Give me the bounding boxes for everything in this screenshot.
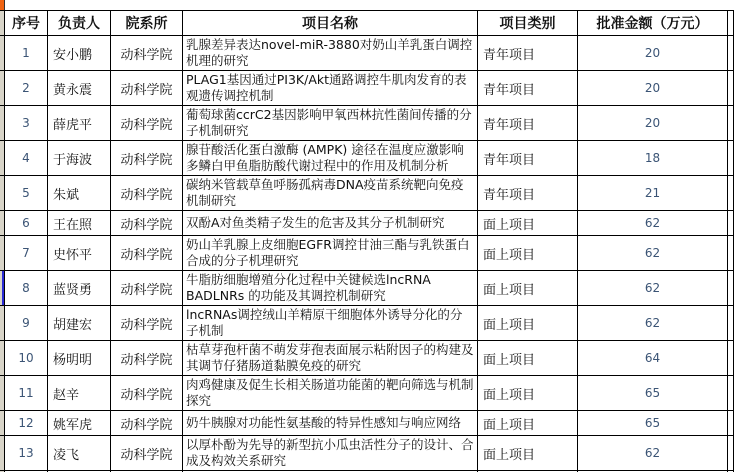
col-header-amount[interactable]: 批准金额（万元） (578, 11, 728, 36)
table-row (5, 436, 734, 471)
right-sliver-cell (728, 236, 734, 271)
cell-category[interactable]: 面上项目 (478, 236, 578, 271)
right-sliver-cell (728, 71, 734, 106)
cell-index[interactable]: 6 (5, 211, 48, 236)
cell-owner[interactable]: 赵辛 (48, 376, 111, 411)
cell-owner[interactable]: 杨明明 (48, 341, 111, 376)
table-row (5, 236, 734, 271)
cell-index[interactable]: 13 (5, 436, 48, 471)
cell-index[interactable]: 1 (5, 36, 48, 71)
cell-owner[interactable]: 黄永震 (48, 71, 111, 106)
cell-category[interactable]: 青年项目 (478, 36, 578, 71)
cell-amount[interactable]: 20 (578, 106, 728, 141)
col-header-title[interactable]: 项目名称 (183, 11, 478, 36)
cell-category[interactable]: 面上项目 (478, 376, 578, 411)
cell-amount[interactable]: 18 (578, 141, 728, 176)
cell-dept[interactable]: 动科学院 (111, 306, 183, 341)
cell-category[interactable]: 面上项目 (478, 211, 578, 236)
cell-owner[interactable]: 胡建宏 (48, 306, 111, 341)
table-row (5, 176, 734, 211)
cell-category[interactable]: 面上项目 (478, 306, 578, 341)
table-row (5, 411, 734, 436)
cell-title[interactable]: 枯草芽孢杆菌不萌发芽孢表面展示粘附因子的构建及其调节仔猪肠道黏膜免疫的研究 (183, 341, 478, 376)
cell-title[interactable]: 葡萄球菌ccrC2基因影响甲氧西林抗性菌间传播的分子机制研究 (183, 106, 478, 141)
cell-amount[interactable]: 62 (578, 306, 728, 341)
right-sliver-cell (728, 436, 734, 471)
right-sliver-cell (728, 36, 734, 71)
cell-category[interactable]: 青年项目 (478, 106, 578, 141)
cell-index[interactable]: 12 (5, 411, 48, 436)
cell-amount[interactable]: 65 (578, 411, 728, 436)
cell-dept[interactable]: 动科学院 (111, 141, 183, 176)
cell-dept[interactable]: 动科学院 (111, 106, 183, 141)
cell-owner[interactable]: 史怀平 (48, 236, 111, 271)
cell-owner[interactable]: 凌飞 (48, 436, 111, 471)
cell-amount[interactable]: 64 (578, 341, 728, 376)
table-row (5, 141, 734, 176)
col-header-index[interactable]: 序号 (5, 11, 48, 36)
table-row (5, 71, 734, 106)
col-header-owner[interactable]: 负责人 (48, 11, 111, 36)
cell-title[interactable]: 肉鸡健康及促生长相关肠道功能菌的靶向筛选与机制探究 (183, 376, 478, 411)
cell-index[interactable]: 3 (5, 106, 48, 141)
cell-owner[interactable]: 王在照 (48, 211, 111, 236)
cell-index[interactable]: 11 (5, 376, 48, 411)
cell-owner[interactable]: 朱斌 (48, 176, 111, 211)
cell-index[interactable]: 9 (5, 306, 48, 341)
cell-dept[interactable]: 动科学院 (111, 436, 183, 471)
cell-category[interactable]: 青年项目 (478, 71, 578, 106)
gridline-fragment (4, 0, 5, 10)
table-row (5, 341, 734, 376)
cell-owner[interactable]: 薛虎平 (48, 106, 111, 141)
cell-title[interactable]: 乳腺差异表达novel-miR-3880对奶山羊乳蛋白调控机理的研究 (183, 36, 478, 71)
right-sliver-cell (728, 11, 734, 36)
cell-category[interactable]: 青年项目 (478, 176, 578, 211)
cell-dept[interactable]: 动科学院 (111, 411, 183, 436)
cell-title[interactable]: 碳纳米管载草鱼呼肠孤病毒DNA疫苗系统靶向免疫机制研究 (183, 176, 478, 211)
cell-dept[interactable]: 动科学院 (111, 36, 183, 71)
cell-amount[interactable]: 62 (578, 271, 728, 306)
cell-amount[interactable]: 62 (578, 436, 728, 471)
cell-title[interactable]: 奶牛胰腺对功能性氨基酸的特异性感知与响应网络 (183, 411, 478, 436)
cell-category[interactable]: 青年项目 (478, 141, 578, 176)
cell-dept[interactable]: 动科学院 (111, 376, 183, 411)
cell-owner[interactable]: 安小鹏 (48, 36, 111, 71)
cell-index[interactable]: 7 (5, 236, 48, 271)
right-sliver-cell (728, 271, 734, 306)
right-sliver-cell (728, 411, 734, 436)
cell-title[interactable]: 以厚朴酚为先导的新型抗小瓜虫活性分子的设计、合成及构效关系研究 (183, 436, 478, 471)
cell-title[interactable]: 双酚A对鱼类精子发生的危害及其分子机制研究 (183, 211, 478, 236)
col-header-category[interactable]: 项目类别 (478, 11, 578, 36)
cell-category[interactable]: 面上项目 (478, 436, 578, 471)
cell-category[interactable]: 面上项目 (478, 341, 578, 376)
cell-category[interactable]: 面上项目 (478, 411, 578, 436)
table-row (5, 36, 734, 71)
cell-index[interactable]: 2 (5, 71, 48, 106)
cell-dept[interactable]: 动科学院 (111, 341, 183, 376)
cell-amount[interactable]: 62 (578, 211, 728, 236)
cell-index[interactable]: 10 (5, 341, 48, 376)
cell-title[interactable]: 奶山羊乳腺上皮细胞EGFR调控甘油三酯与乳铁蛋白合成的分子机理研究 (183, 236, 478, 271)
table-row (5, 376, 734, 411)
projects-table (4, 10, 734, 472)
right-sliver-cell (728, 106, 734, 141)
right-sliver-cell (728, 141, 734, 176)
cell-amount[interactable]: 20 (578, 36, 728, 71)
cell-dept[interactable]: 动科学院 (111, 271, 183, 306)
right-sliver-cell (728, 341, 734, 376)
cell-title[interactable]: 腺苷酸活化蛋白激酶 (AMPK) 途径在温度应激影响多鳞白甲鱼脂肪酸代谢过程中的作用及机制分析 (183, 141, 478, 176)
cell-amount[interactable]: 20 (578, 71, 728, 106)
cell-dept[interactable]: 动科学院 (111, 176, 183, 211)
cell-owner[interactable]: 于海波 (48, 141, 111, 176)
cell-amount[interactable]: 21 (578, 176, 728, 211)
right-sliver-cell (728, 211, 734, 236)
cell-dept[interactable]: 动科学院 (111, 71, 183, 106)
header-row (5, 11, 734, 36)
cell-index[interactable]: 4 (5, 141, 48, 176)
right-sliver-cell (728, 306, 734, 341)
cell-dept[interactable]: 动科学院 (111, 236, 183, 271)
cell-title[interactable]: PLAG1基因通过PI3K/Akt通路调控牛肌肉发育的表观遗传调控机制 (183, 71, 478, 106)
cell-index[interactable]: 8 (5, 271, 48, 306)
cell-dept[interactable]: 动科学院 (111, 211, 183, 236)
table-row (5, 271, 734, 306)
right-sliver-cell (728, 376, 734, 411)
table-row (5, 211, 734, 236)
table-row (5, 306, 734, 341)
cell-title[interactable]: 牛脂肪细胞增殖分化过程中关键候选lncRNA BADLNRs 的功能及其调控机制研究 (183, 271, 478, 306)
cell-amount[interactable]: 62 (578, 236, 728, 271)
col-header-dept[interactable]: 院系所 (111, 11, 183, 36)
table-row (5, 106, 734, 141)
cell-amount[interactable]: 65 (578, 376, 728, 411)
cell-owner[interactable]: 蓝贤勇 (48, 271, 111, 306)
cell-index[interactable]: 5 (5, 176, 48, 211)
cell-category[interactable]: 面上项目 (478, 271, 578, 306)
cell-owner[interactable]: 姚军虎 (48, 411, 111, 436)
right-sliver-cell (728, 176, 734, 211)
cell-title[interactable]: lncRNAs调控绒山羊精原干细胞体外诱导分化的分子机制 (183, 306, 478, 341)
